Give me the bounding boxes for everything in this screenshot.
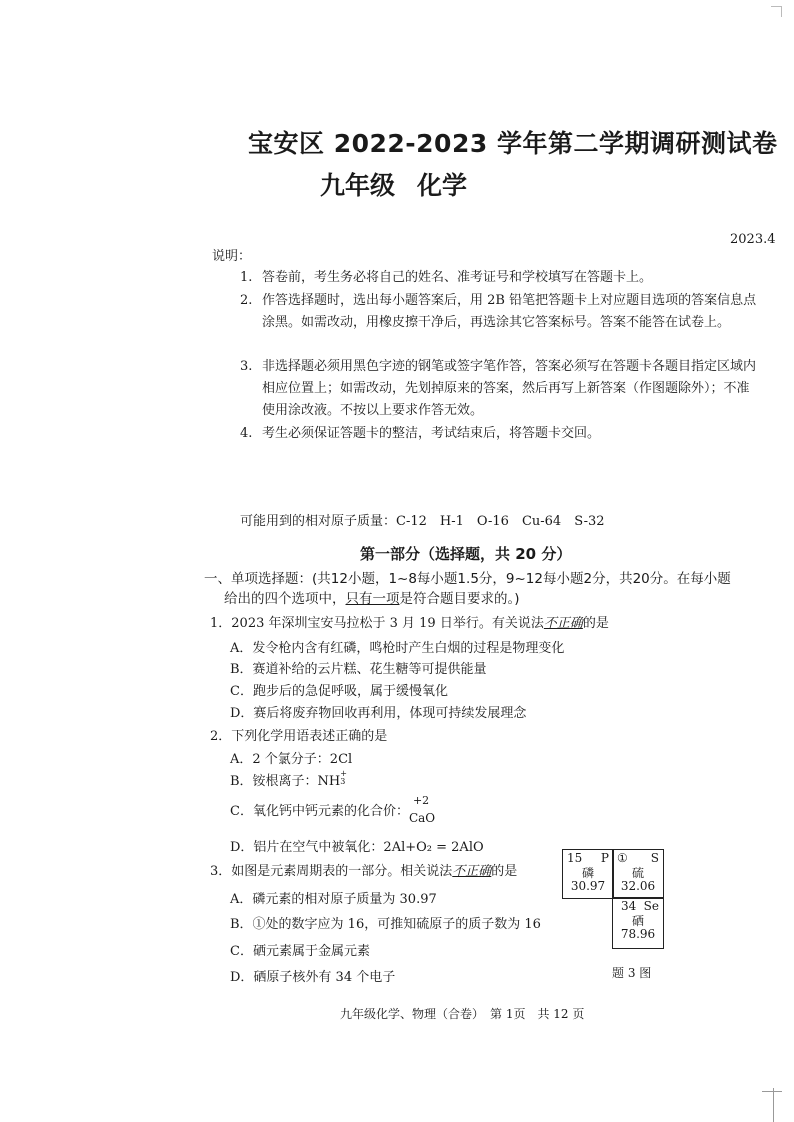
note-item: 2. 作答选择题时，选出每小题答案后，用 2B 铅笔把答题卡上对应题目选项的答案信息点涂黑。如需改动，用橡皮擦干净后，再选涂其它答案标号。答案不能答在试卷上。 bbox=[240, 293, 757, 330]
element-cell-phosphorus: 15 P 磷 30.97 bbox=[562, 849, 614, 899]
question-3-option-c: C．硒元素属于金属元素 bbox=[230, 944, 370, 959]
atomic-masses: 可能用到的相对原子质量：C-12 H-1 O-16 Cu-64 S-32 bbox=[240, 514, 605, 529]
part-title: 第一部分（选择题，共 20 分） bbox=[360, 545, 572, 563]
question-1-option-a: A．发令枪内含有红磷，鸣枪时产生白烟的过程是物理变化 bbox=[230, 641, 565, 656]
note-item: 3. 非选择题必须用黑色字迹的钢笔或签字笔作答，答案必须写在答题卡各题目指定区域内相应位置上；如需改动，先划掉原来的答案，然后再写上新答案（作图题除外）；不准使用涂改液。不按以上要求作答无效。 bbox=[240, 359, 757, 418]
emphasis-only-one: 只有一项 bbox=[345, 591, 400, 607]
question-3-option-a: A．磷元素的相对原子质量为 30.97 bbox=[230, 892, 437, 907]
page-footer: 九年级化学、物理（合卷） 第 1页 共 12 页 bbox=[340, 1007, 585, 1021]
exam-title: 宝安区 2022-2023 学年第二学期调研测试卷 bbox=[248, 129, 778, 158]
grade-label: 九年级 bbox=[320, 171, 396, 200]
scan-corner-mark bbox=[762, 1091, 782, 1092]
question-2-option-c: C．氧化钙中钙元素的化合价： +2 CaO bbox=[230, 794, 436, 825]
question-1-stem: 1．2023 年深圳宝安马拉松于 3 月 19 日举行。有关说法不正确的是 bbox=[210, 616, 609, 631]
section-line-1: 一、单项选择题：(共12小题，1~8每小题1.5分，9~12每小题2分，共20分。在每小题 bbox=[204, 571, 731, 587]
note-item: 1. 答卷前，考生务必将自己的姓名、准考证号和学校填写在答题卡上。 bbox=[240, 270, 653, 285]
element-cell-sulfur: ① S 硫 32.06 bbox=[612, 849, 664, 899]
question-1-option-c: C．跑步后的急促呼吸，属于缓慢氧化 bbox=[230, 684, 448, 699]
question-3-stem: 3．如图是元素周期表的一部分。相关说法不正确的是 bbox=[210, 864, 518, 879]
question-3-option-b: B．①处的数字应为 16，可推知硫原子的质子数为 16 bbox=[230, 917, 541, 932]
note-item: 4. 考生必须保证答题卡的整洁，考试结束后，将答题卡交回。 bbox=[240, 426, 601, 441]
valence-mark: +2 bbox=[412, 794, 430, 807]
section-instructions bbox=[204, 569, 794, 609]
exam-date: 2023.4 bbox=[730, 232, 776, 247]
element-cell-selenium: 34 Se 硒 78.96 bbox=[612, 897, 664, 949]
question-3-option-d: D．硒原子核外有 34 个电子 bbox=[230, 970, 396, 985]
scan-corner-mark bbox=[773, 1088, 774, 1122]
question-2-option-b: B．铵根离子：NH + 3 bbox=[230, 769, 347, 789]
question-2-option-a: A．2 个氯分子：2Cl bbox=[230, 752, 353, 767]
question-2-stem: 2．下列化学用语表述正确的是 bbox=[210, 729, 388, 744]
figure-caption: 题 3 图 bbox=[612, 966, 652, 980]
question-1-option-b: B．赛道补给的云片糕、花生糖等可提供能量 bbox=[230, 662, 487, 677]
subject-label: 化学 bbox=[417, 171, 468, 200]
notes-heading: 说明： bbox=[212, 249, 252, 264]
scan-corner-mark bbox=[771, 6, 782, 17]
question-1-option-d: D．赛后将废弃物回收再利用，体现可持续发展理念 bbox=[230, 706, 527, 721]
question-2-option-d: D．铝片在空气中被氧化：2Al+O₂ = 2AlO bbox=[230, 840, 484, 855]
exam-subtitle bbox=[320, 166, 467, 202]
section-line-2: 给出的四个选项中，只有一项是符合题目要求的。) bbox=[224, 591, 520, 607]
